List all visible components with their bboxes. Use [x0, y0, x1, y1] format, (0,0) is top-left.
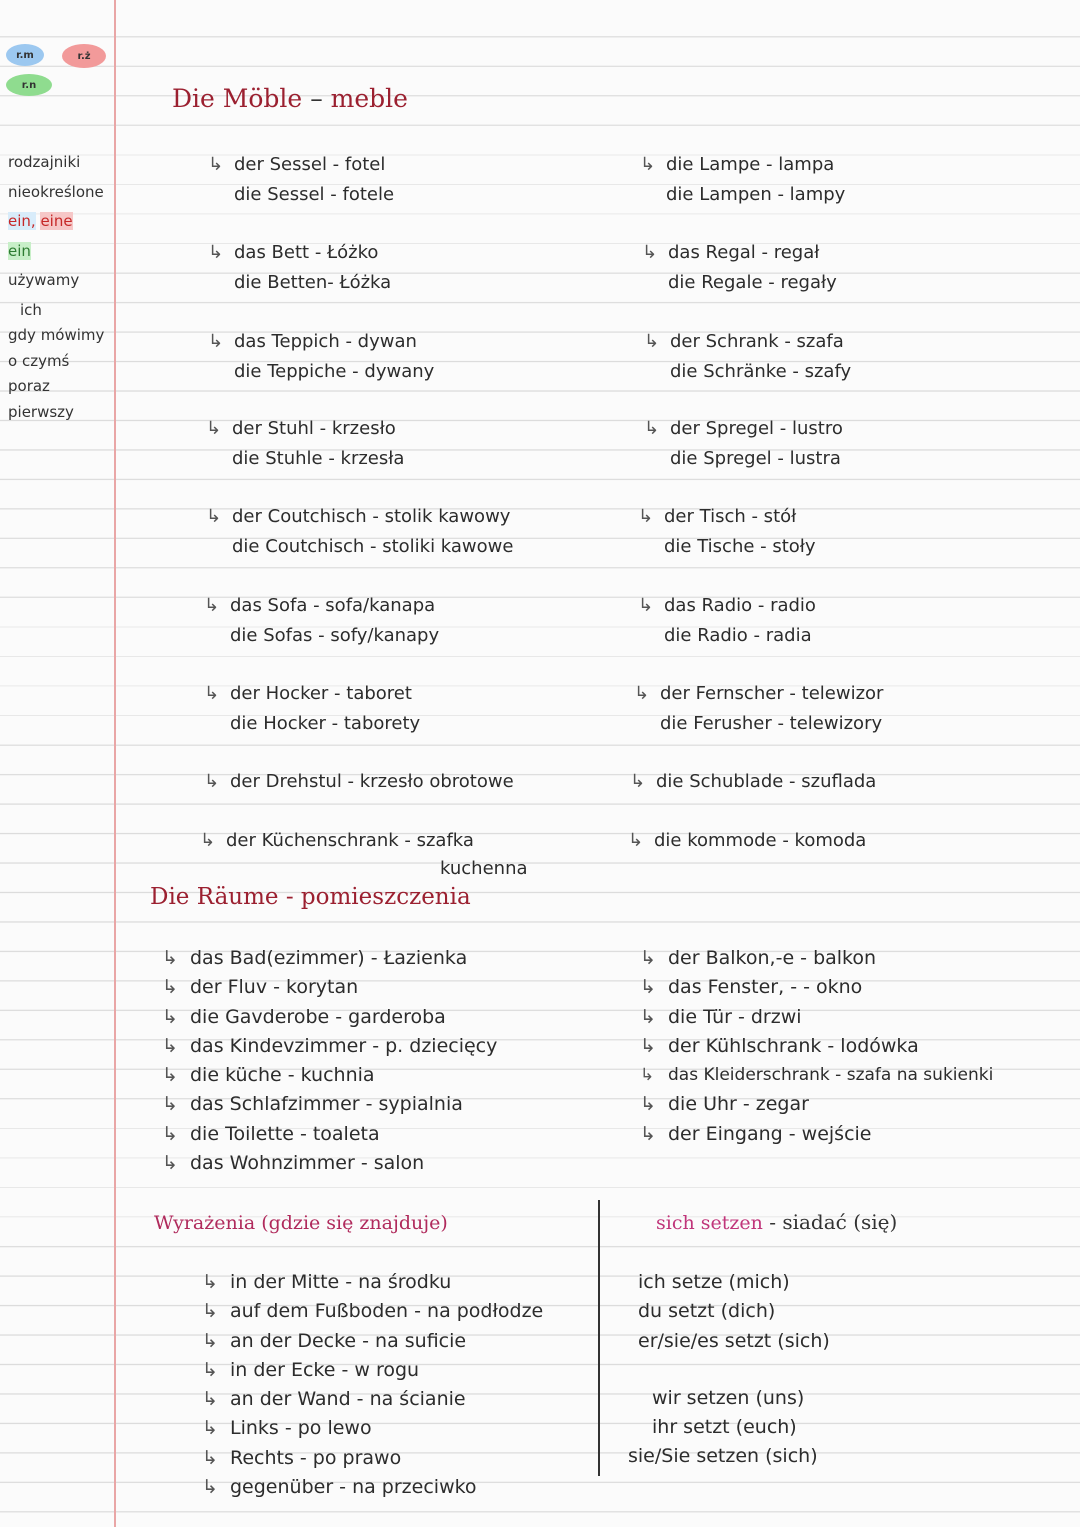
arrow-icon: ↳	[644, 331, 660, 352]
entry-sg: das Teppich - dywan	[234, 331, 417, 352]
heading-dash: -	[285, 884, 294, 910]
entry-sg: der Stuhl - krzesło	[232, 418, 396, 439]
arrow-icon: ↳	[204, 771, 220, 792]
arrow-icon: ↳	[202, 1271, 218, 1293]
margin-line	[114, 0, 116, 1527]
conjugation-row: du setzt (dich)	[638, 1300, 776, 1323]
legend-feminine	[62, 44, 106, 68]
entry-pl: die Sofas - sofy/kanapy	[230, 624, 440, 646]
raeume-title: Die Räume	[150, 884, 279, 910]
raeume-right-list	[640, 944, 993, 1149]
moebel-entry	[628, 826, 866, 856]
arrow-icon: ↳	[640, 976, 656, 999]
arrow-icon: ↳	[202, 1388, 218, 1411]
arrow-icon: ↳	[208, 242, 224, 263]
legend-masculine	[6, 44, 44, 66]
list-item: ↳ in der Ecke - w rogu	[202, 1356, 543, 1385]
arrow-icon: ↳	[640, 154, 656, 175]
sidenote-line: poraz	[8, 377, 50, 395]
entry-pl: die Spregel - lustra	[670, 447, 841, 469]
moebel-entry	[200, 826, 528, 883]
moebel-heading	[172, 84, 408, 113]
moebel-entry	[208, 150, 394, 209]
arrow-icon: ↳	[204, 595, 220, 616]
wyrazenia-list	[202, 1268, 543, 1502]
list-item: ↳ die küche - kuchnia	[162, 1061, 497, 1090]
arrow-icon: ↳	[640, 1005, 656, 1028]
sidenote	[8, 148, 104, 427]
conjugation-row: wir setzen (uns)	[652, 1386, 805, 1409]
entry-sg: das Bett - Łóżko	[234, 242, 379, 263]
arrow-icon: ↳	[162, 1122, 178, 1145]
entry-sg: das Regal - regał	[668, 242, 820, 263]
sidenote-line: pierwszy	[8, 402, 74, 421]
entry-sg: der Sessel - fotel	[234, 154, 386, 175]
entry-sg: das Radio - radio	[664, 595, 816, 616]
entry-pl: die Lampen - lampy	[666, 183, 846, 205]
entry-pl: die Sessel - fotele	[234, 183, 395, 205]
arrow-icon: ↳	[162, 947, 178, 969]
arrow-icon: ↳	[206, 506, 222, 527]
legend-neuter	[6, 74, 52, 96]
conjugation-row: ich setze (mich)	[638, 1271, 790, 1293]
arrow-icon: ↳	[202, 1329, 218, 1352]
raeume-heading	[150, 884, 471, 910]
arrow-icon: ↳	[640, 1122, 656, 1145]
conjugation-row: er/sie/es setzt (sich)	[638, 1329, 830, 1352]
arrow-icon: ↳	[202, 1446, 218, 1469]
moebel-entry	[638, 502, 816, 561]
arrow-icon: ↳	[162, 1152, 178, 1175]
list-item: ↳ der Kühlschrank - lodówka	[640, 1032, 993, 1061]
wyrazenia-heading: Wyrażenia (gdzie się znajduje)	[154, 1212, 448, 1234]
moebel-entry	[640, 150, 845, 209]
column-divider	[598, 1200, 600, 1476]
moebel-entry	[644, 414, 843, 473]
arrow-icon: ↳	[162, 1005, 178, 1028]
arrow-icon: ↳	[202, 1358, 218, 1381]
sidenote-articles	[8, 207, 104, 237]
raeume-left-list	[162, 944, 497, 1178]
heading-dash: –	[310, 84, 323, 113]
list-item: ↳ auf dem Fußboden - na podłodze	[202, 1297, 543, 1326]
arrow-icon: ↳	[208, 154, 224, 175]
legend-neuter-label: r.n	[21, 79, 37, 91]
list-item: ↳ das Fenster, - - okno	[640, 973, 993, 1002]
list-item: ↳ Links - po lewo	[202, 1414, 543, 1443]
list-item: ↳ das Bad(ezimmer) - Łazienka	[162, 944, 497, 973]
entry-pl: die Stuhle - krzesła	[232, 447, 405, 469]
list-item: ↳ Rechts - po prawo	[202, 1444, 543, 1473]
entry-pl: die Tische - stoły	[664, 535, 816, 557]
arrow-icon: ↳	[162, 1034, 178, 1057]
moebel-entry	[634, 679, 883, 738]
arrow-icon: ↳	[634, 683, 650, 704]
entry-pl: die Betten- Łóżka	[234, 271, 392, 293]
sidenote-line: używamy	[8, 271, 80, 289]
list-item: ↳ an der Decke - na suficie	[202, 1327, 543, 1356]
list-item: ↳ in der Mitte - na środku	[202, 1268, 543, 1297]
entry-pl: die Ferusher - telewizory	[660, 712, 883, 734]
moebel-title-pl: meble	[330, 84, 408, 113]
moebel-entry	[642, 238, 837, 297]
sidenote-line: rodzajniki	[8, 153, 81, 171]
entry-pl: kuchenna	[440, 857, 528, 879]
sidenote-line: nieokreślone	[8, 182, 104, 201]
list-item: ↳ das Kleiderschrank - szafa na sukienki	[640, 1061, 993, 1090]
entry-sg: der Hocker - taboret	[230, 683, 412, 704]
list-item: ↳ die Gavderobe - garderoba	[162, 1003, 497, 1032]
moebel-entry	[204, 767, 514, 797]
entry-sg: der Schrank - szafa	[670, 331, 844, 352]
arrow-icon: ↳	[206, 418, 222, 439]
arrow-icon: ↳	[208, 331, 224, 352]
arrow-icon: ↳	[628, 830, 644, 851]
raeume-title-pl: pomieszczenia	[300, 884, 471, 910]
arrow-icon: ↳	[630, 771, 646, 792]
entry-pl: die Radio - radia	[664, 624, 812, 646]
arrow-icon: ↳	[162, 976, 178, 999]
sidenote-line: gdy mówimy	[8, 326, 105, 344]
entry-sg: die Schublade - szuflada	[656, 771, 877, 792]
list-item: ↳ die Toilette - toaleta	[162, 1120, 497, 1149]
arrow-icon: ↳	[202, 1300, 218, 1323]
moebel-entry	[638, 591, 816, 650]
arrow-icon: ↳	[200, 830, 216, 851]
arrow-icon: ↳	[640, 1065, 655, 1086]
list-item: ↳ an der Wand - na ścianie	[202, 1385, 543, 1414]
legend-feminine-label: r.ż	[77, 50, 91, 62]
list-item: ↳ das Kindevzimmer - p. dziecięcy	[162, 1032, 497, 1061]
entry-pl: die Teppiche - dywany	[234, 360, 435, 382]
article-eine: eine	[40, 212, 73, 230]
list-item: ↳ der Fluv - korytan	[162, 973, 497, 1002]
entry-sg: der Drehstul - krzesło obrotowe	[230, 771, 514, 792]
arrow-icon: ↳	[640, 1034, 656, 1057]
arrow-icon: ↳	[640, 947, 656, 969]
arrow-icon: ↳	[638, 595, 654, 616]
arrow-icon: ↳	[204, 683, 220, 704]
conjugation-row: ihr setzt (euch)	[652, 1416, 797, 1439]
entry-sg: das Sofa - sofa/kanapa	[230, 595, 436, 616]
moebel-entry	[206, 414, 404, 473]
moebel-entry	[208, 327, 434, 386]
entry-sg: die kommode - komoda	[654, 830, 867, 851]
list-item: ↳ die Uhr - zegar	[640, 1090, 993, 1119]
arrow-icon: ↳	[202, 1476, 218, 1499]
sidenote-article-neuter: ein	[8, 241, 31, 260]
sidenote-line: o czymś	[8, 351, 70, 370]
moebel-entry	[204, 591, 439, 650]
list-item: ↳ der Balkon,-e - balkon	[640, 944, 993, 973]
legend-masculine-label: r.m	[16, 49, 34, 61]
moebel-entry	[208, 238, 391, 297]
conjugation-list	[628, 1268, 830, 1472]
moebel-entry	[204, 679, 420, 738]
entry-pl: die Regale - regały	[668, 271, 837, 293]
sich-setzen-heading	[656, 1210, 897, 1234]
entry-sg: der Küchenschrank - szafka	[226, 830, 474, 851]
article-ein: ein,	[8, 212, 36, 230]
list-item: ↳ das Wohnzimmer - salon	[162, 1149, 497, 1178]
moebel-entry	[644, 327, 851, 386]
sich-setzen-title: sich setzen	[656, 1212, 763, 1234]
sidenote-line: ich	[20, 300, 42, 319]
arrow-icon: ↳	[202, 1417, 218, 1440]
entry-sg: der Spregel - lustro	[670, 418, 843, 439]
moebel-entry	[206, 502, 513, 561]
entry-pl: die Coutchisch - stoliki kawowe	[232, 535, 514, 557]
list-item: ↳ das Schlafzimmer - sypialnia	[162, 1090, 497, 1119]
entry-sg: die Lampe - lampa	[666, 154, 835, 175]
sich-setzen-title-pl: - siadać (się)	[769, 1210, 898, 1234]
arrow-icon: ↳	[162, 1093, 178, 1116]
arrow-icon: ↳	[638, 506, 654, 527]
arrow-icon: ↳	[640, 1093, 656, 1116]
arrow-icon: ↳	[162, 1064, 178, 1087]
arrow-icon: ↳	[642, 242, 658, 263]
conjugation-row: sie/Sie setzen (sich)	[628, 1445, 818, 1468]
moebel-title: Die Möble	[172, 84, 303, 113]
entry-pl: die Hocker - taborety	[230, 712, 421, 734]
arrow-icon: ↳	[644, 418, 660, 439]
list-item: ↳ der Eingang - wejście	[640, 1120, 993, 1149]
entry-pl: die Schränke - szafy	[670, 360, 852, 382]
entry-sg: der Tisch - stół	[664, 506, 797, 527]
list-item: ↳ die Tür - drzwi	[640, 1003, 993, 1032]
entry-sg: der Fernscher - telewizor	[660, 683, 884, 704]
list-item: ↳ gegenüber - na przeciwko	[202, 1473, 543, 1502]
entry-sg: der Coutchisch - stolik kawowy	[232, 506, 511, 527]
moebel-entry	[630, 767, 876, 797]
